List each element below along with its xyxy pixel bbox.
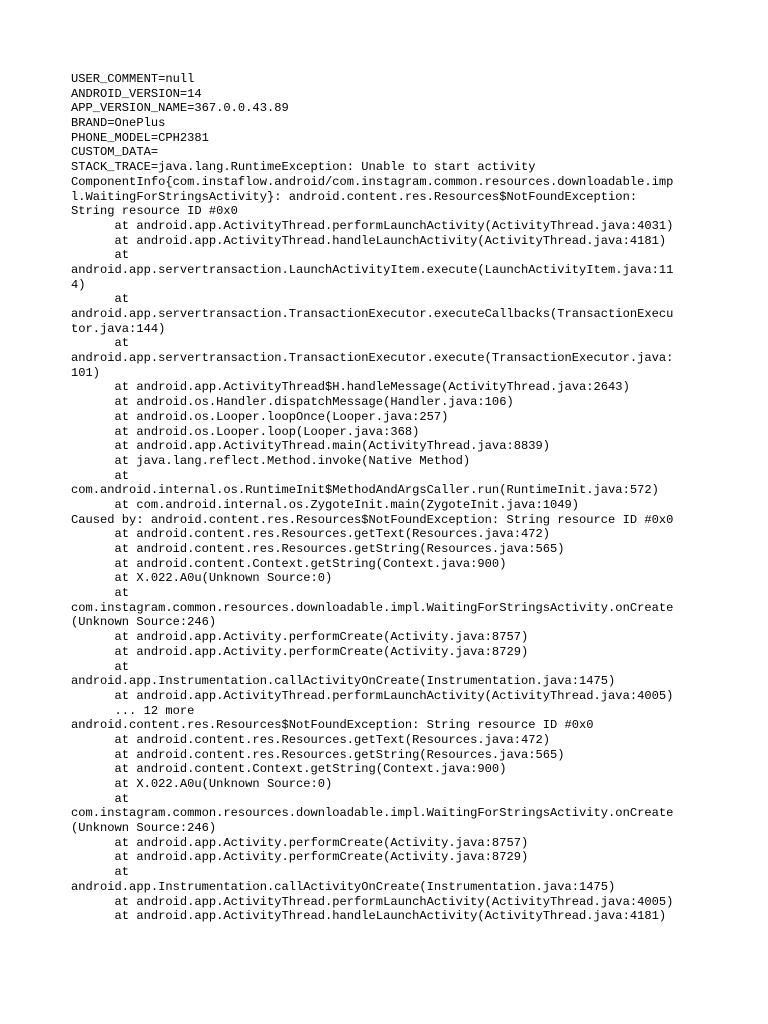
report-line: at android.content.Context.getString(Context.java:900) (71, 762, 507, 777)
report-line: at android.content.res.Resources.getText(Resources.java:472) (71, 732, 550, 747)
report-line: at android.app.ActivityThread.performLaunchActivity(ActivityThread.java:4005) (71, 688, 674, 703)
report-line: at android.os.Looper.loopOnce(Looper.java:257) (71, 409, 449, 424)
report-line: at android.app.Activity.performCreate(Activity.java:8729) (71, 644, 529, 659)
report-line: com.android.internal.os.RuntimeInit$MethodAndArgsCaller.run(RuntimeInit.java:572) (71, 483, 659, 498)
report-line: com.instagram.common.resources.downloadable.impl.WaitingForStringsActivity.onCreate (71, 600, 674, 615)
report-line: at android.app.ActivityThread.handleLaunchActivity(ActivityThread.java:4181) (71, 233, 667, 248)
report-line: 101) (71, 365, 101, 380)
report-line: Caused by: android.content.res.Resources$NotFoundException: String resource ID #0x0 (71, 512, 674, 527)
report-line: at java.lang.reflect.Method.invoke(Native Method) (71, 453, 471, 468)
report-line: tor.java:144) (71, 321, 166, 336)
report-line: (Unknown Source:246) (71, 615, 217, 630)
report-line: android.app.servertransaction.LaunchActivityItem.execute(LaunchActivityItem.java:11 (71, 262, 674, 277)
report-line: (Unknown Source:246) (71, 821, 217, 836)
crash-report-document (71, 72, 711, 924)
report-line: at (71, 468, 130, 483)
report-line: at (71, 586, 130, 601)
report-line: PHONE_MODEL=CPH2381 (71, 130, 209, 145)
report-line: l.WaitingForStringsActivity}: android.content.res.Resources$NotFoundException: (71, 189, 638, 204)
report-line: at (71, 336, 130, 351)
report-line: at android.app.ActivityThread.performLaunchActivity(ActivityThread.java:4031) (71, 218, 674, 233)
report-line: at android.content.res.Resources.getText(Resources.java:472) (71, 527, 550, 542)
report-line: ANDROID_VERSION=14 (71, 86, 202, 101)
report-line: STACK_TRACE=java.lang.RuntimeException: Unable to start activity (71, 160, 536, 175)
report-line: at X.022.A0u(Unknown Source:0) (71, 571, 333, 586)
report-line: 4) (71, 277, 86, 292)
report-line: at android.content.res.Resources.getString(Resources.java:565) (71, 747, 565, 762)
report-line: at com.android.internal.os.ZygoteInit.main(ZygoteInit.java:1049) (71, 497, 580, 512)
report-line: CUSTOM_DATA= (71, 145, 159, 160)
report-line: ... 12 more (71, 703, 195, 718)
report-line: at android.content.res.Resources.getString(Resources.java:565) (71, 542, 565, 556)
report-line: BRAND=OnePlus (71, 116, 166, 131)
report-line: at android.app.ActivityThread.performLaunchActivity(ActivityThread.java:4005) (71, 894, 674, 909)
report-line: at android.app.Activity.performCreate(Activity.java:8729) (71, 850, 529, 865)
report-line: at android.app.ActivityThread$H.handleMessage(ActivityThread.java:2643) (71, 380, 630, 395)
report-line: at (71, 659, 130, 674)
report-line: at (71, 865, 130, 880)
report-line: ComponentInfo{com.instaflow.android/com.instagram.common.resources.downloadable.imp (71, 174, 674, 189)
report-line: at (71, 248, 130, 263)
report-line: android.app.servertransaction.TransactionExecutor.execute(TransactionExecutor.java: (71, 351, 674, 366)
report-line: String resource ID #0x0 (71, 204, 238, 219)
report-line: at (71, 292, 130, 307)
report-line: at android.app.Activity.performCreate(Activity.java:8757) (71, 630, 529, 645)
report-line: android.app.Instrumentation.callActivityOnCreate(Instrumentation.java:1475) (71, 674, 616, 689)
report-line: APP_VERSION_NAME=367.0.0.43.89 (71, 101, 289, 116)
report-line: android.app.Instrumentation.callActivityOnCreate(Instrumentation.java:1475) (71, 879, 616, 894)
report-line: at (71, 791, 130, 806)
report-line: at android.content.Context.getString(Context.java:900) (71, 556, 507, 571)
report-line: at android.os.Handler.dispatchMessage(Handler.java:106) (71, 395, 514, 410)
report-line: at android.os.Looper.loop(Looper.java:368) (71, 424, 420, 439)
report-line: USER_COMMENT=null (71, 72, 195, 86)
report-line: android.app.servertransaction.TransactionExecutor.executeCallbacks(TransactionExecu (71, 307, 674, 321)
report-line: at android.app.ActivityThread.handleLaunchActivity(ActivityThread.java:4181) (71, 909, 667, 924)
report-line: at android.app.Activity.performCreate(Activity.java:8757) (71, 835, 529, 850)
report-line: at android.app.ActivityThread.main(ActivityThread.java:8839) (71, 439, 550, 454)
report-line: com.instagram.common.resources.downloadable.impl.WaitingForStringsActivity.onCreate (71, 806, 674, 821)
report-line: android.content.res.Resources$NotFoundException: String resource ID #0x0 (71, 718, 594, 733)
report-line: at X.022.A0u(Unknown Source:0) (71, 777, 333, 791)
